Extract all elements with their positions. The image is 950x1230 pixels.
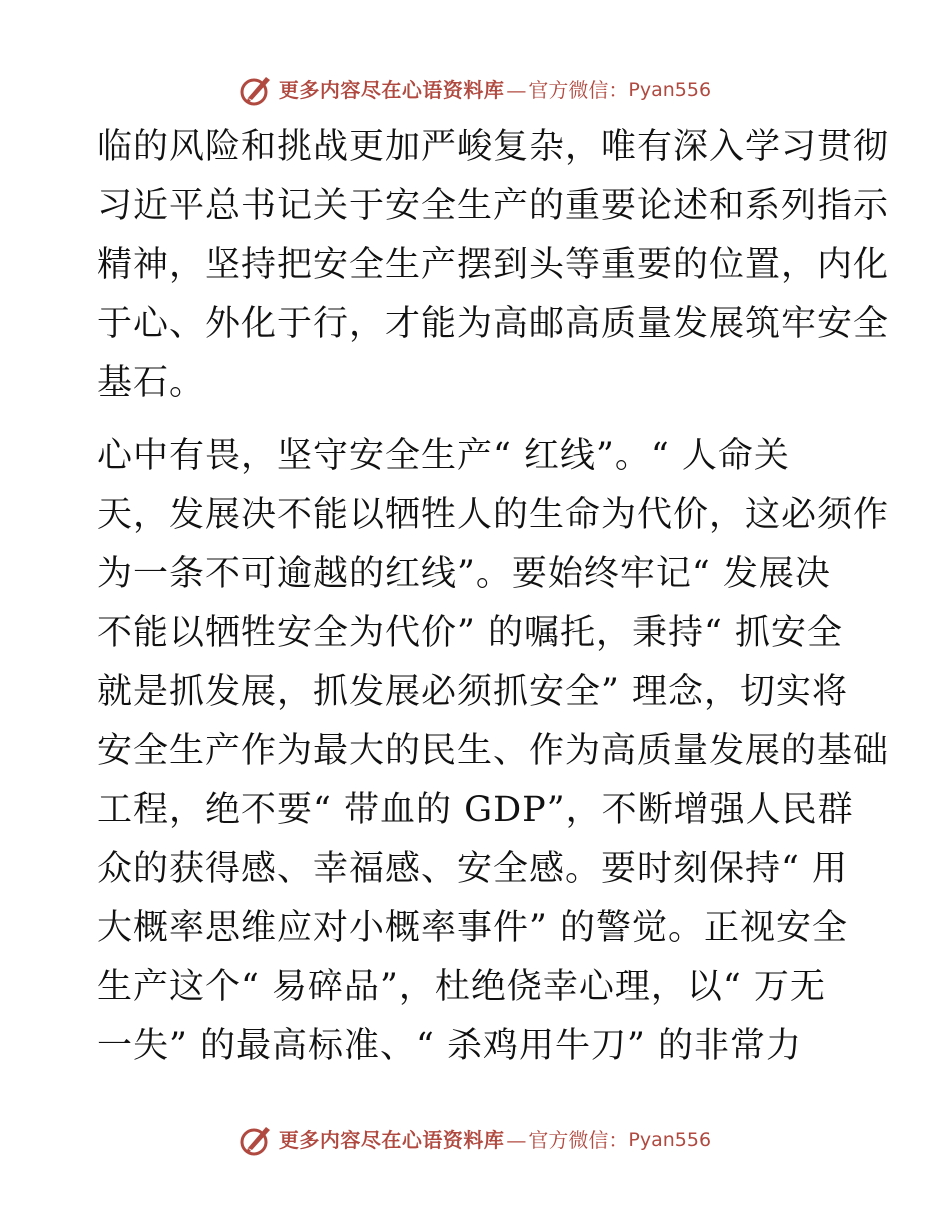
- banner-wechat-id: Pyan556: [628, 79, 712, 101]
- paragraph-2: [97, 427, 890, 1076]
- document-body: [97, 118, 890, 1076]
- text-line: 习近平总书记关于安全生产的重要论述和系列指示: [97, 186, 890, 226]
- text-line: 不能以牺牲安全为代价” 的嘱托，秉持“ 抓安全: [97, 613, 844, 653]
- text-line: 众的获得感、幸福感、安全感。要时刻保持“ 用: [97, 849, 849, 889]
- text-line: 临的风险和挑战更加严峻复杂，唯有深入学习贯彻: [97, 127, 890, 167]
- header-banner-text: [279, 78, 711, 102]
- text-line: 工程，绝不要“ 带血的 GDP”，不断增强人民群: [97, 790, 854, 830]
- footer-banner-text: [279, 1128, 711, 1152]
- text-line: 安全生产作为最大的民生、作为高质量发展的基础: [97, 731, 890, 771]
- banner-site-name: 更多内容尽在心语资料库: [278, 78, 505, 102]
- text-line: 精神，坚持把安全生产摆到头等重要的位置，内化: [97, 245, 890, 285]
- text-line: 生产这个“ 易碎品”，杜绝侥幸心理，以“ 万无: [97, 967, 826, 1007]
- text-line: 大概率思维应对小概率事件” 的警觉。正视安全: [97, 908, 849, 948]
- banner-dash: —: [506, 1128, 527, 1152]
- banner-wechat-label: 官方微信：: [528, 1128, 629, 1152]
- banner-dash: —: [506, 78, 527, 102]
- text-line: 天，发展决不能以牺牲人的生命为代价，这必须作: [97, 495, 890, 535]
- footer-banner: [0, 1120, 950, 1160]
- banner-wechat-id: Pyan556: [628, 1129, 712, 1151]
- paragraph-1: [97, 118, 890, 413]
- banner-site-name: 更多内容尽在心语资料库: [278, 1128, 505, 1152]
- feather-pen-logo-icon: [239, 73, 273, 107]
- banner-wechat-label: 官方微信：: [528, 78, 629, 102]
- feather-pen-logo-icon: [239, 1123, 273, 1157]
- text-line: 基石。: [97, 363, 206, 403]
- text-line: 就是抓发展，抓发展必须抓安全” 理念，切实将: [97, 672, 849, 712]
- text-line: 为一条不可逾越的红线”。要始终牢记“ 发展决: [97, 554, 831, 594]
- text-line: 心中有畏，坚守安全生产“ 红线”。“ 人命关: [97, 436, 790, 476]
- text-line: 于心、外化于行，才能为高邮高质量发展筑牢安全: [97, 304, 890, 344]
- header-banner: [0, 70, 950, 110]
- text-line: 一失” 的最高标准、“ 杀鸡用牛刀” 的非常力: [97, 1026, 803, 1066]
